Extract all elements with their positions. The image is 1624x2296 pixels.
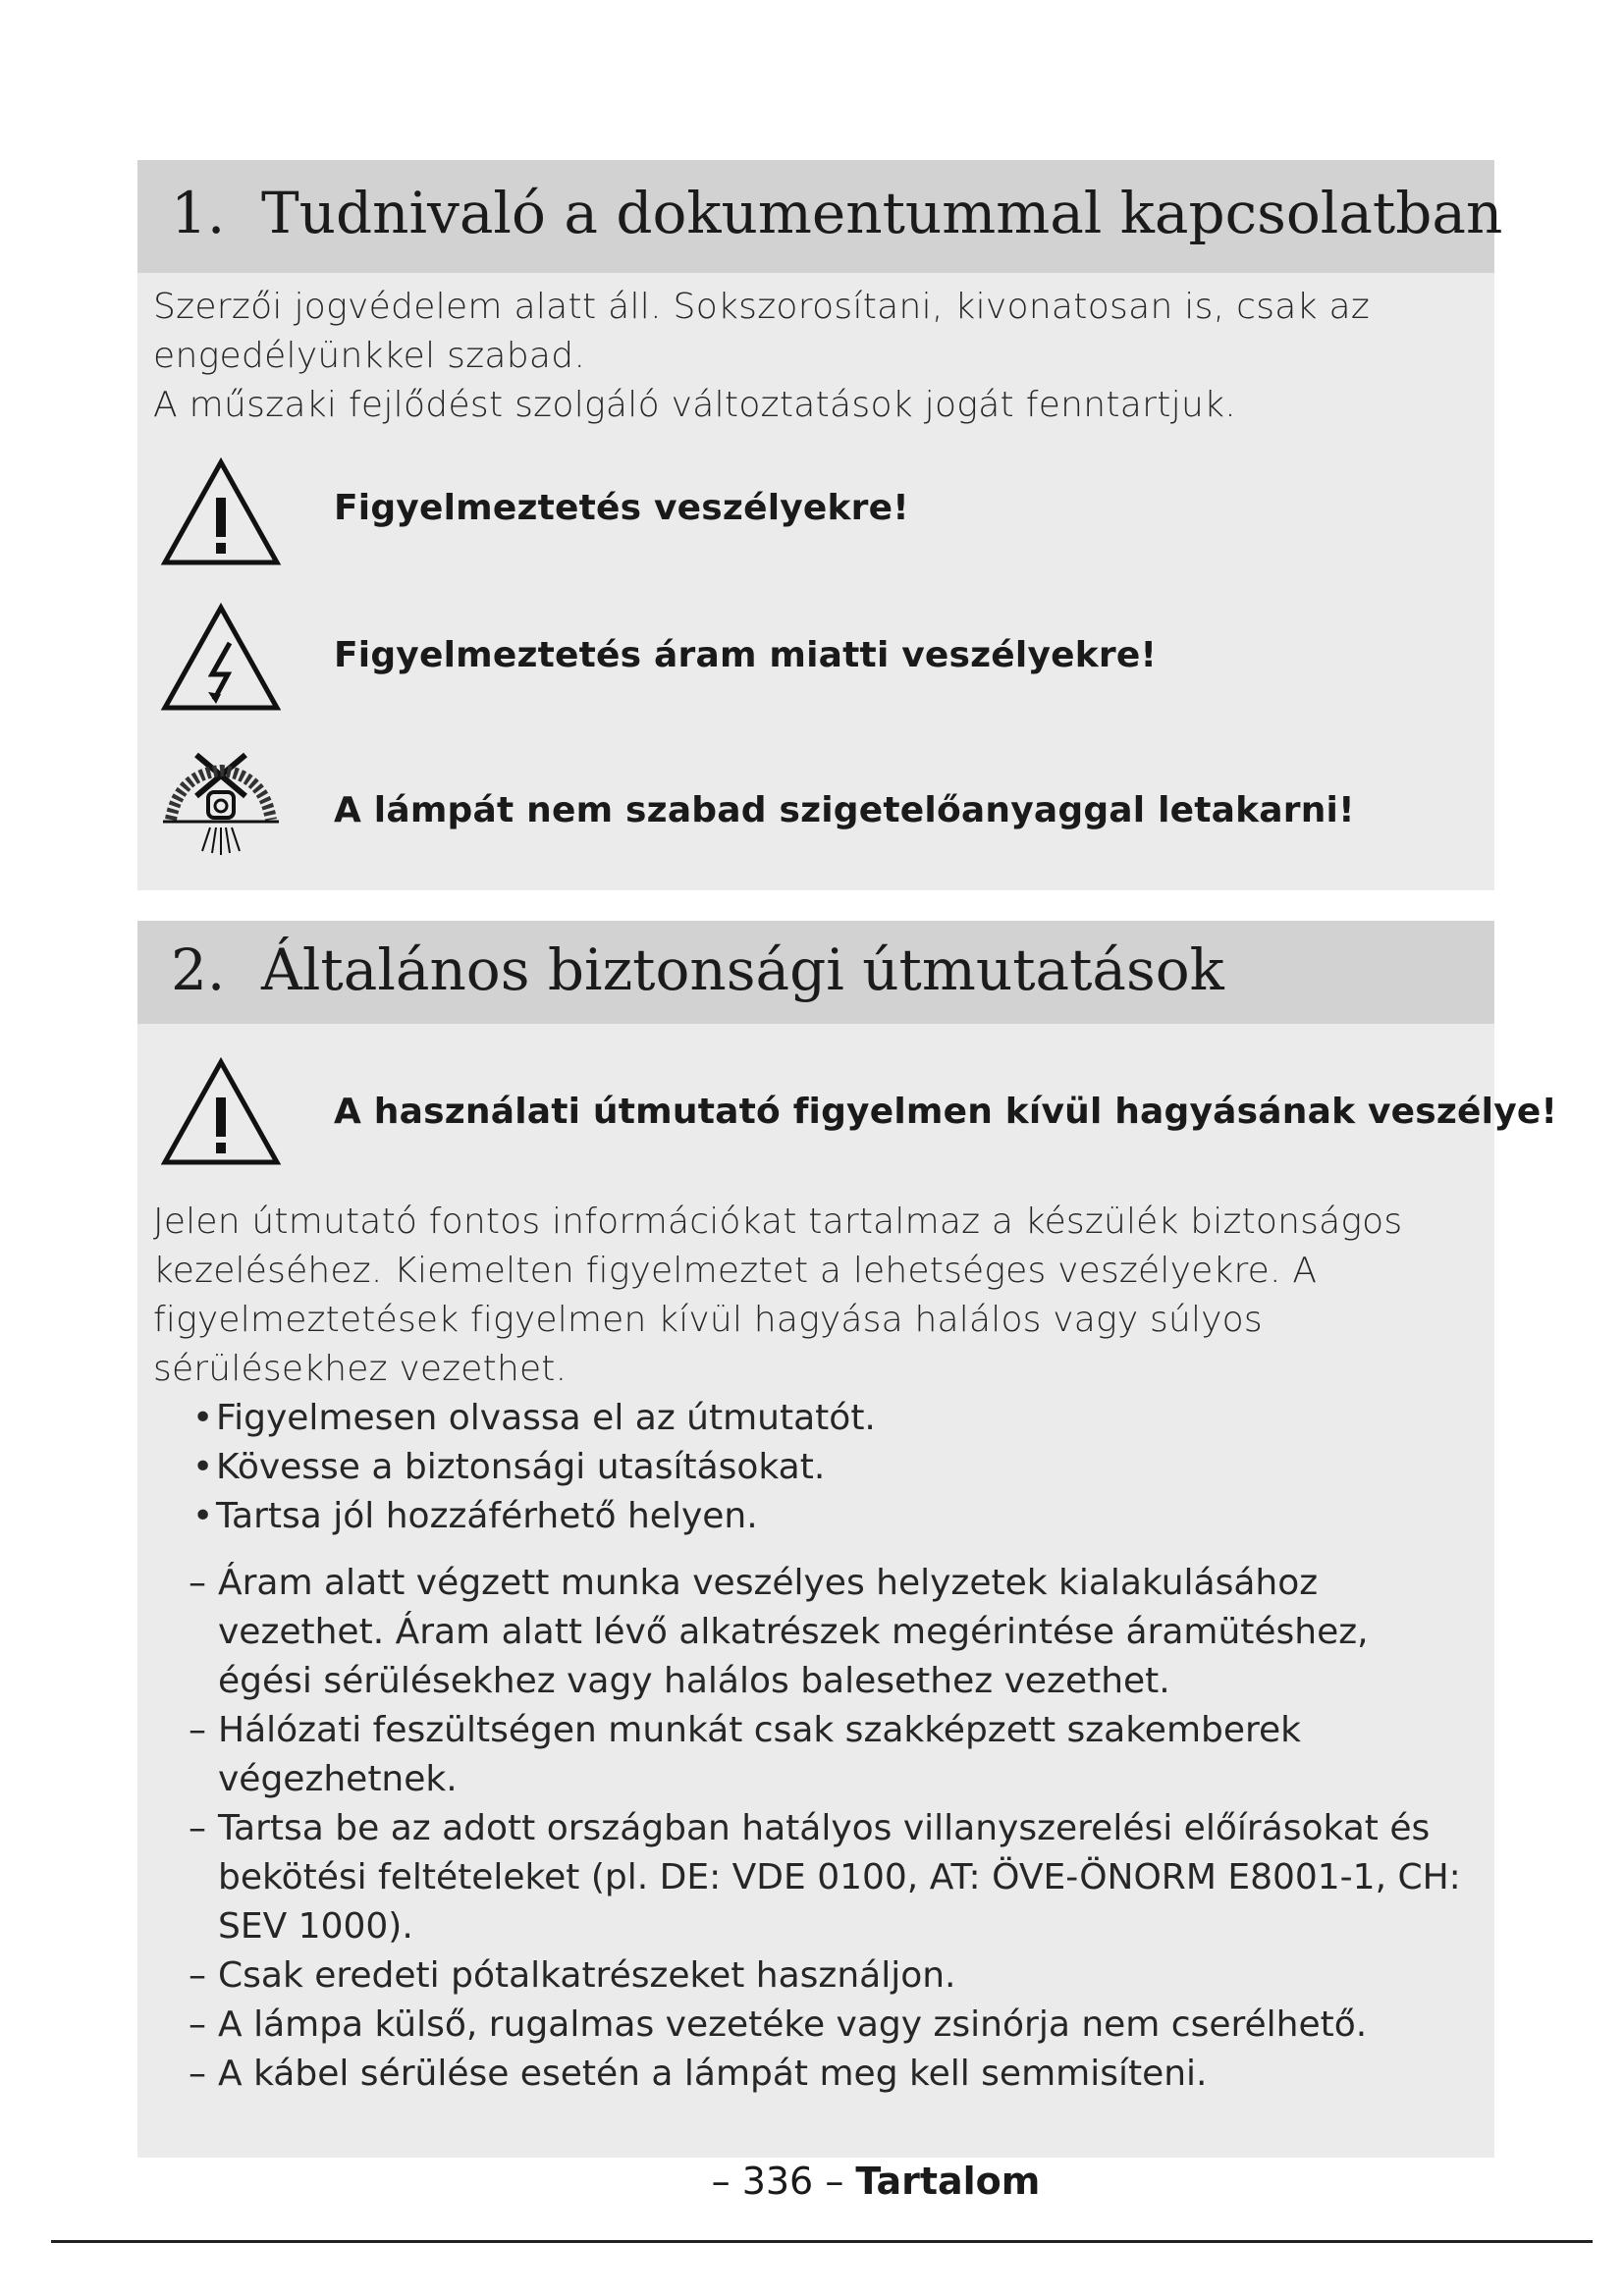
bullet-list: [192, 1394, 876, 1541]
section-title: [171, 936, 1224, 1003]
list-item: – Hálózati feszültségen munkát csak szakképzett szakemberek végezhetnek.: [189, 1710, 1302, 1799]
page-footer: [0, 2160, 1624, 2203]
safety-paragraph: Jelen útmutató fontos információkat tartalmaz a készülék biztonságos kezeléséhez. Kiemelten figyelmeztet a lehetséges veszélyekre. A figyelmeztetések figyelmen kívül hagyása halálos vagy súlyos sérülésekhez vezethet.: [153, 1201, 1403, 1389]
section-title-text: Tudnivaló a dokumentummal kapcsolatban: [261, 180, 1503, 246]
list-item-text: A kábel sérülése esetén a lámpát meg kell semmisíteni.: [218, 2054, 1208, 2094]
warning-text: Figyelmeztetés áram miatti veszélyekre!: [334, 635, 1158, 675]
list-item: • Tartsa jól hozzáférhető helyen.: [192, 1492, 876, 1541]
list-item: – A lámpa külső, rugalmas vezetéke vagy zsinórja nem cserélhető.: [189, 2004, 1368, 2045]
list-item-text: Áram alatt végzett munka veszélyes helyzetek kialakulásához vezethet. Áram alatt lévő alkatrészek megérintése áramütéshez, égési sérülésekhez vagy halálos balesethez vezethet.: [218, 1563, 1369, 1701]
section-document-info: [137, 160, 1503, 890]
warning-row: [137, 741, 1494, 869]
list-item-text: Csak eredeti pótalkatrészeket használjon.: [218, 1955, 956, 1996]
copyright-text: Szerzői jogvédelem alatt áll. Sokszorosítani, kivonatosan is, csak az engedélyünkkel szabad.: [153, 287, 1371, 376]
list-item: – Csak eredeti pótalkatrészeket használjon.: [189, 1955, 956, 1996]
warning-row: [137, 454, 1494, 582]
section-intro: [153, 283, 1469, 430]
list-item: – A kábel sérülése esetén a lámpát meg kell semmisíteni.: [189, 2054, 1208, 2094]
section-number: 1.: [171, 180, 226, 246]
no-insulation-cover-icon: [159, 741, 283, 863]
section-safety-instructions: [137, 921, 1558, 2158]
section-number: 2.: [171, 936, 226, 1003]
electric-hazard-icon: [159, 600, 283, 721]
warning-triangle-icon: [159, 454, 283, 576]
section-title: [171, 180, 1502, 246]
list-item: • Figyelmesen olvassa el az útmutatót.: [192, 1394, 876, 1443]
list-item: • Kövesse a biztonsági utasításokat.: [192, 1443, 876, 1492]
list-item-text: Tartsa be az adott országban hatályos villanyszerelési előírásokat és bekötési feltételeket (pl. DE: VDE 0100, AT: ÖVE-ÖNORM E8001-1, CH: SEV 1000).: [218, 1808, 1461, 1947]
section-title-text: Általános biztonsági útmutatások: [261, 936, 1224, 1003]
changes-text: A műszaki fejlődést szolgáló változtatások jogát fenntartjuk.: [153, 385, 1236, 425]
warning-row: [137, 1054, 1558, 1182]
section-header: [137, 921, 1494, 1024]
list-item: – Áram alatt végzett munka veszélyes helyzetek kialakulásához vezethet. Áram alatt lévő alkatrészek megérintése áramütéshez, égési sérülésekhez vagy halálos balesethez vezethet.: [189, 1563, 1369, 1701]
list-item-text: A lámpa külső, rugalmas vezetéke vagy zsinórja nem cserélhető.: [218, 2004, 1368, 2045]
dash-list: [189, 1559, 1465, 2099]
list-item-text: Hálózati feszültségen munkát csak szakképzett szakemberek végezhetnek.: [218, 1710, 1302, 1799]
section-header: [137, 160, 1503, 273]
list-item: – Tartsa be az adott országban hatályos villanyszerelési előírásokat és bekötési feltételeket (pl. DE: VDE 0100, AT: ÖVE-ÖNORM E8001-1, CH: SEV 1000).: [189, 1808, 1461, 1947]
warning-row: [137, 600, 1494, 727]
footer-divider: [51, 2240, 1593, 2243]
page-number: – 336 –: [711, 2160, 844, 2203]
warning-text: Figyelmeztetés veszélyekre!: [334, 488, 909, 528]
footer-link-contents[interactable]: Tartalom: [855, 2160, 1041, 2203]
warning-triangle-icon: [159, 1054, 283, 1176]
warning-text: A lámpát nem szabad szigetelőanyaggal letakarni!: [334, 790, 1355, 830]
warning-text: A használati útmutató figyelmen kívül hagyásának veszélye!: [334, 1092, 1558, 1132]
